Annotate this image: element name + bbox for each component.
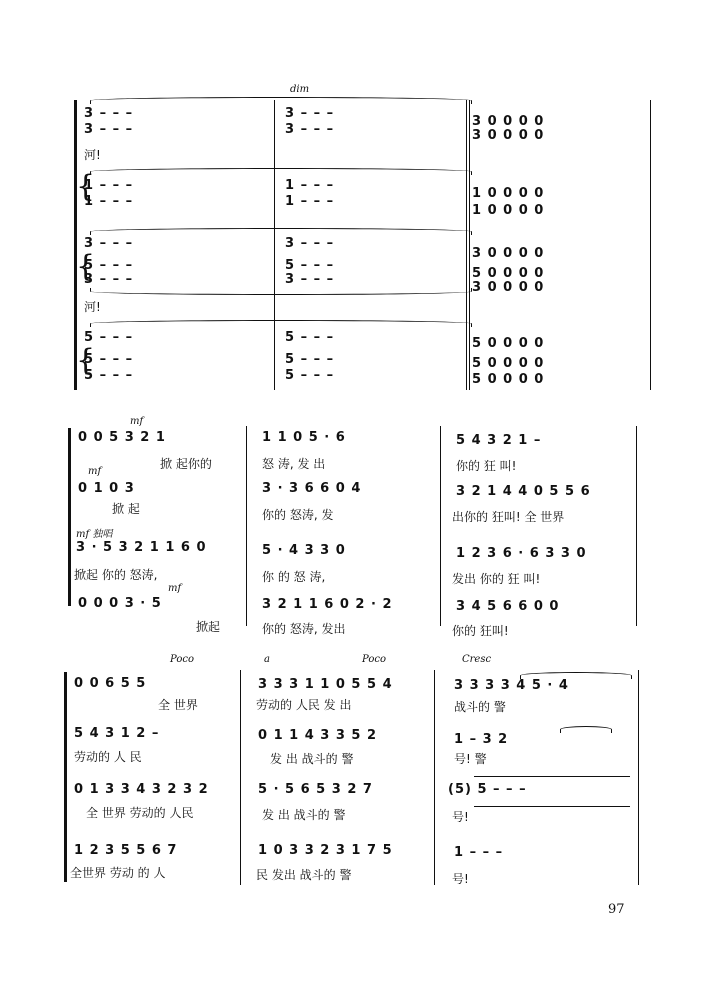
s3-p3-ly1: 全 世界 劳动的 人民 (86, 806, 194, 820)
s1-p4-m1-r3: 5 – – – (84, 368, 134, 383)
s3-p3-ly2: 发 出 战斗的 警 (262, 808, 346, 822)
s3-p4-ly3: 号! (452, 872, 469, 886)
s2-p3-m3: 1 2 3 6 · 6 3 3 0 (456, 546, 587, 561)
s3-p2-ly1: 劳动的 人 民 (74, 750, 142, 764)
hold-line (474, 806, 630, 807)
s2-p1-ly3: 你的 狂 叫! (456, 459, 517, 473)
s2-p3-ly1: 掀起 你的 怒涛, (74, 568, 158, 582)
s1-p1-m1-r1: 3 – – – (84, 106, 134, 121)
s2-p3-m1: 3 · 5 3 2 1 1 6 0 (76, 540, 207, 555)
barline (466, 100, 467, 390)
s1-p3-m3-r1: 3 0 0 0 0 (472, 246, 545, 261)
s2-p1-m3: 5 4 3 2 1 – (456, 433, 542, 448)
s1-p4-m1-r2: 5 – – – (84, 352, 134, 367)
barline (638, 670, 639, 885)
s3-p3-m3: (5) 5 – – – (448, 782, 527, 797)
s2-p1-ly1: 掀 起你的 (160, 457, 212, 471)
system-bracket (64, 672, 67, 882)
barline (240, 670, 241, 885)
barline (636, 426, 637, 626)
s2-p4-ly3: 你的 狂叫! (452, 624, 509, 638)
barline (434, 670, 435, 885)
s1-p1-m3-r1: 3 0 0 0 0 (472, 114, 545, 129)
s3-p4-m2: 1 0 3 3 2 3 1 7 5 (258, 843, 393, 858)
s2-p2-ly1: 掀 起 (112, 502, 140, 516)
s1-p3-m1-r3: 3 – – – (84, 272, 134, 287)
barline (650, 100, 651, 390)
s1-p3-m3-r3: 3 0 0 0 0 (472, 280, 545, 295)
s2-p4-ly1: 掀起 (196, 620, 221, 634)
part-brace: { (76, 343, 96, 378)
s1-p1-m2-r1: 3 – – – (285, 106, 335, 121)
s1-p4-m3-r1: 5 0 0 0 0 (472, 336, 545, 351)
dyn-mf: mf (130, 416, 144, 427)
s1-p3-m3-r2: 5 0 0 0 0 (472, 266, 545, 281)
marking-cresc: Cresc (462, 654, 492, 665)
s1-p3-m1-r2: 5 – – – (84, 258, 134, 273)
s3-p1-ly3: 战斗的 警 (454, 700, 506, 714)
s3-p2-ly2: 发 出 战斗的 警 (270, 752, 354, 766)
s2-p2-ly3: 出你的 狂叫! 全 世界 (452, 510, 565, 524)
s1-p1-m1-r2: 3 – – – (84, 122, 134, 137)
s2-p4-m2: 3 2 1 1 6 0 2 · 2 (262, 597, 393, 612)
s2-p4-m3: 3 4 5 6 6 0 0 (456, 599, 560, 614)
s2-p1-m1: 0 0 5 3 2 1 (78, 430, 166, 445)
tie (90, 320, 472, 327)
s3-p4-ly1: 全世界 劳动 的 人 (70, 866, 166, 880)
s2-p2-m3: 3 2 1 4 4 0 5 5 6 (456, 484, 591, 499)
dyn-mf: mf (168, 583, 182, 594)
tie (90, 168, 472, 175)
s1-p3-m2-r1: 3 – – – (285, 236, 335, 251)
marking-poco: Poco (170, 654, 194, 665)
dyn-mf-solo: mf 独唱 (76, 529, 113, 540)
s3-p3-m2: 5 · 5 6 5 3 2 7 (258, 782, 373, 797)
s2-p1-m2: 1 1 0 5 · 6 (262, 430, 346, 445)
s3-p2-m2: 0 1 1 4 3 3 5 2 (258, 728, 378, 743)
barline (274, 100, 275, 390)
s1-p1-lyric: 河! (84, 148, 101, 162)
barline (440, 426, 441, 626)
s3-p1-m1: 0 0 6 5 5 (74, 676, 147, 691)
tie (90, 228, 472, 235)
part-brace: { (76, 169, 96, 204)
s3-p4-m1: 1 2 3 5 5 6 7 (74, 843, 178, 858)
s1-p2-m1-r2: 1 – – – (84, 194, 134, 209)
s1-p3-m2-r2: 5 – – – (285, 258, 335, 273)
s3-p1-m3: 3 3 3 3 4 5 · 4 (454, 678, 569, 693)
s1-p4-m1-r1: 5 – – – (84, 330, 134, 345)
s3-p3-ly3: 号! (452, 810, 469, 824)
s1-p3-m1-r1: 3 – – – (84, 236, 134, 251)
s1-p3-lyric: 河! (84, 300, 101, 314)
system-bracket (68, 428, 71, 606)
s3-p2-m1: 5 4 3 1 2 – (74, 726, 160, 741)
s1-p4-m2-r2: 5 – – – (285, 352, 335, 367)
s3-p4-m3: 1 – – – (454, 845, 504, 860)
s1-p2-m3-r2: 1 0 0 0 0 (472, 203, 545, 218)
part-brace: { (76, 249, 96, 284)
s3-p4-ly2: 民 发出 战斗的 警 (256, 868, 352, 882)
barline (469, 100, 470, 390)
tie (520, 672, 632, 679)
tie (90, 97, 472, 104)
hold-line (474, 776, 630, 777)
s2-p3-m2: 5 · 4 3 3 0 (262, 543, 346, 558)
s2-p4-ly2: 你的 怒涛, 发出 (262, 622, 346, 636)
s1-p4-m3-r2: 5 0 0 0 0 (472, 356, 545, 371)
s1-p4-m3-r3: 5 0 0 0 0 (472, 372, 545, 387)
s3-p1-m2: 3 3 3 1 1 0 5 5 4 (258, 677, 393, 692)
s1-p4-m2-r3: 5 – – – (285, 368, 335, 383)
marking-poco: Poco (362, 654, 386, 665)
barline (246, 426, 247, 626)
s3-p1-ly1: 全 世界 (158, 698, 198, 712)
s2-p4-m1: 0 0 0 3 · 5 (78, 596, 162, 611)
s3-p2-ly3: 号! 警 (454, 752, 487, 766)
tie (560, 726, 612, 733)
s3-p2-m3: 1 – 3 2 (454, 732, 509, 747)
s2-p3-ly2: 你 的 怒 涛, (262, 570, 326, 584)
s1-p2-m2-r2: 1 – – – (285, 194, 335, 209)
s1-p1-m3-r2: 3 0 0 0 0 (472, 128, 545, 143)
marking-a: a (264, 654, 270, 665)
s2-p2-m2: 3 · 3 6 6 0 4 (262, 481, 362, 496)
s1-p4-m2-r1: 5 – – – (285, 330, 335, 345)
dyn-mf: mf (88, 466, 102, 477)
s2-p1-ly2: 怒 涛, 发 出 (262, 457, 326, 471)
s2-p2-m1: 0 1 0 3 (78, 481, 135, 496)
s1-p2-m3-r1: 1 0 0 0 0 (472, 186, 545, 201)
s2-p3-ly3: 发出 你的 狂 叫! (452, 572, 541, 586)
s1-p2-m2-r1: 1 – – – (285, 178, 335, 193)
page-number: 97 (608, 902, 625, 917)
tie (90, 288, 472, 295)
s1-p1-m2-r2: 3 – – – (285, 122, 335, 137)
s1-p2-m1-r1: 1 – – – (84, 178, 134, 193)
dim-marking: dim (290, 84, 310, 95)
s3-p3-m1: 0 1 3 3 4 3 2 3 2 (74, 782, 209, 797)
s2-p2-ly2: 你的 怒涛, 发 (262, 508, 334, 522)
s3-p1-ly2: 劳动的 人民 发 出 (256, 698, 352, 712)
s1-p3-m2-r3: 3 – – – (285, 272, 335, 287)
